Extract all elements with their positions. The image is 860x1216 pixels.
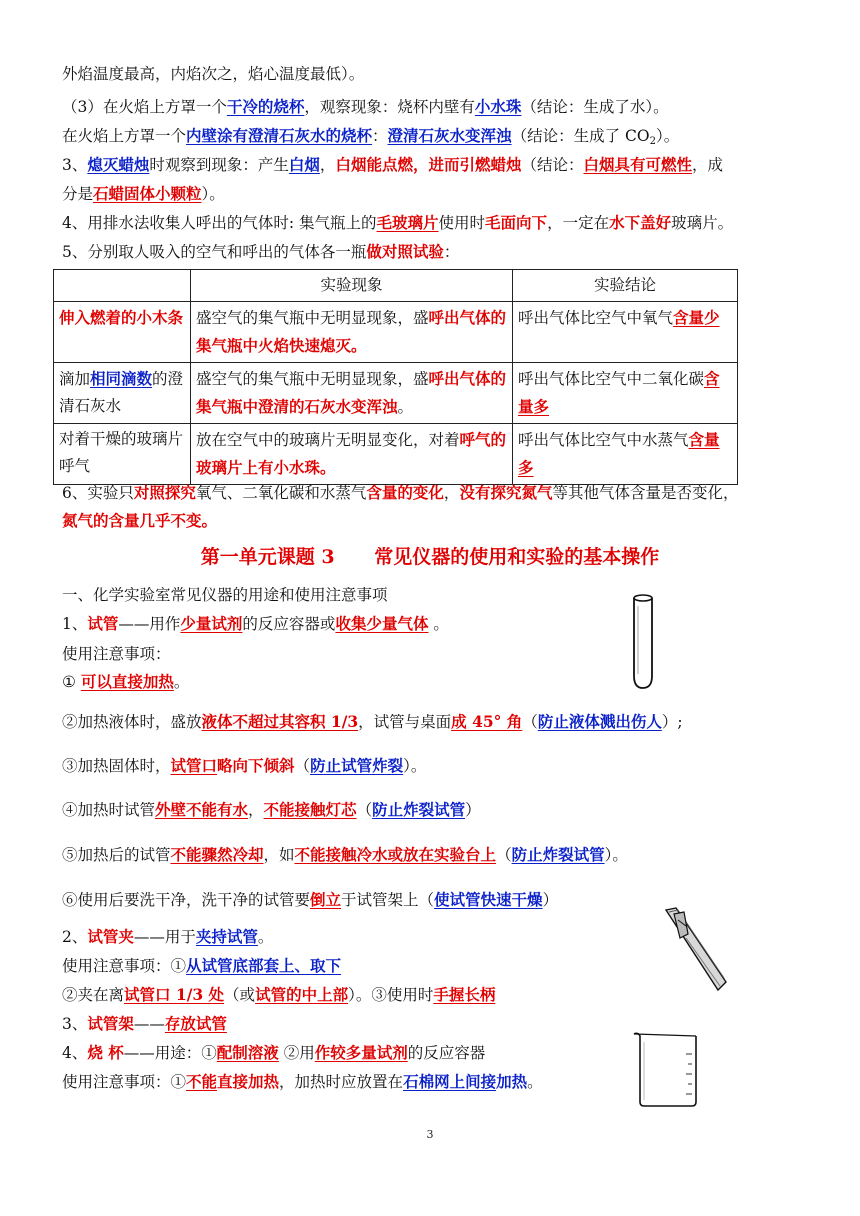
note-5: ⑤加热后的试管不能骤然冷却，如不能接触冷水或放在实验台上（防止炸裂试管）。	[62, 845, 628, 864]
beaker-note-1: 使用注意事项：①不能直接加热，加热时应放置在石棉网上间接加热。	[62, 1072, 543, 1091]
comparison-table	[53, 269, 738, 485]
intro-line-2: （3）在火焰上方罩一个干冷的烧杯，观察现象：烧杯内壁有小水珠（结论：生成了水）。	[62, 97, 669, 116]
table-cell: 呼出气体比空气中水蒸气含量多	[513, 424, 738, 485]
intro-line-1: 外焰温度最高，内焰次之，焰心温度最低）。	[62, 65, 365, 83]
intro-line-3: 在火焰上方罩一个内壁涂有澄清石灰水的烧杯：澄清石灰水变浑浊（结论：生成了 $CO_2$）。	[62, 126, 680, 147]
table-cell: 盛空气的集气瓶中无明显现象，盛呼出气体的集气瓶中火焰快速熄灭。	[191, 302, 513, 363]
section-title: 一、化学实验室常见仪器的用途和使用注意事项	[62, 586, 388, 604]
table-header-row	[54, 270, 738, 302]
clamp-note-2: ②夹在离试管口 1/3 处（或试管的中上部）。③使用时手握长柄	[62, 985, 496, 1004]
test-tube-clamp-icon	[656, 904, 734, 996]
para6-line-1: 6、实验只对照探究氧气、二氧化碳和水蒸气含量的变化，没有探究氮气等其他气体含量是否变化，	[62, 483, 739, 502]
clamp-note-1: 使用注意事项：①从试管底部套上、取下	[62, 956, 342, 975]
beaker-line: 4、烧 杯——用途：①配制溶液 ②用作较多量试剂的反应容器	[62, 1043, 486, 1062]
beaker-icon	[630, 1030, 704, 1110]
intro-line-5: 分是石蜡固体小颗粒）。	[62, 184, 225, 203]
note-6: ⑥使用后要洗干净，洗干净的试管要倒立于试管架上（使试管快速干燥）	[62, 890, 559, 909]
notes-label: 使用注意事项：	[62, 645, 171, 663]
table-cell: 放在空气中的玻璃片无明显变化，对着呼气的玻璃片上有小水珠。	[191, 424, 513, 485]
table-row	[54, 363, 738, 424]
intro-line-4: 3、熄灭蜡烛时观察到现象：产生白烟，白烟能点燃，进而引燃蜡烛（结论：白烟具有可燃性，成	[62, 155, 723, 174]
note-4: ④加热时试管外壁不能有水，不能接触灯芯（防止炸裂试管）	[62, 800, 481, 819]
intro-line-6: 4、用排水法收集人呼出的气体时: 集气瓶上的毛玻璃片使用时毛面向下，一定在水下盖好玻璃片。	[62, 213, 734, 232]
table-row	[54, 302, 738, 363]
test-tube-line: 1、试管——用作少量试剂的反应容器或收集少量气体 。	[62, 614, 449, 633]
table-header-cell: 实验结论	[513, 270, 738, 302]
table-header-cell: 实验现象	[191, 270, 513, 302]
table-cell: 呼出气体比空气中氧气含量少	[513, 302, 738, 363]
table-cell: 对着干燥的玻璃片呼气	[54, 424, 191, 485]
table-row	[54, 424, 738, 485]
table-cell: 呼出气体比空气中二氧化碳含量多	[513, 363, 738, 424]
note-2: ②加热液体时，盛放液体不超过其容积 1/3，试管与桌面成 45° 角（防止液体溅出伤人）;	[62, 712, 683, 731]
page-number: 3	[426, 1128, 434, 1141]
table-cell: 盛空气的集气瓶中无明显现象，盛呼出气体的集气瓶中澄清的石灰水变浑浊。	[191, 363, 513, 424]
section-heading: 第一单元课题 3 常见仪器的使用和实验的基本操作	[200, 546, 660, 568]
test-tube-icon	[628, 592, 658, 692]
table-header-cell	[54, 270, 191, 302]
note-1: ① 可以直接加热。	[62, 672, 190, 691]
rack-line: 3、试管架——存放试管	[62, 1014, 227, 1033]
note-3: ③加热固体时，试管口略向下倾斜（防止试管炸裂）。	[62, 756, 427, 775]
table-cell: 滴加相同滴数的澄清石灰水	[54, 363, 191, 424]
para6-line-2: 氮气的含量几乎不变。	[62, 511, 218, 530]
table-cell: 伸入燃着的小木条	[54, 302, 191, 363]
clamp-line: 2、试管夹——用于夹持试管。	[62, 927, 274, 946]
intro-line-7: 5、分别取人吸入的空气和呼出的气体各一瓶做对照试验：	[62, 242, 460, 261]
